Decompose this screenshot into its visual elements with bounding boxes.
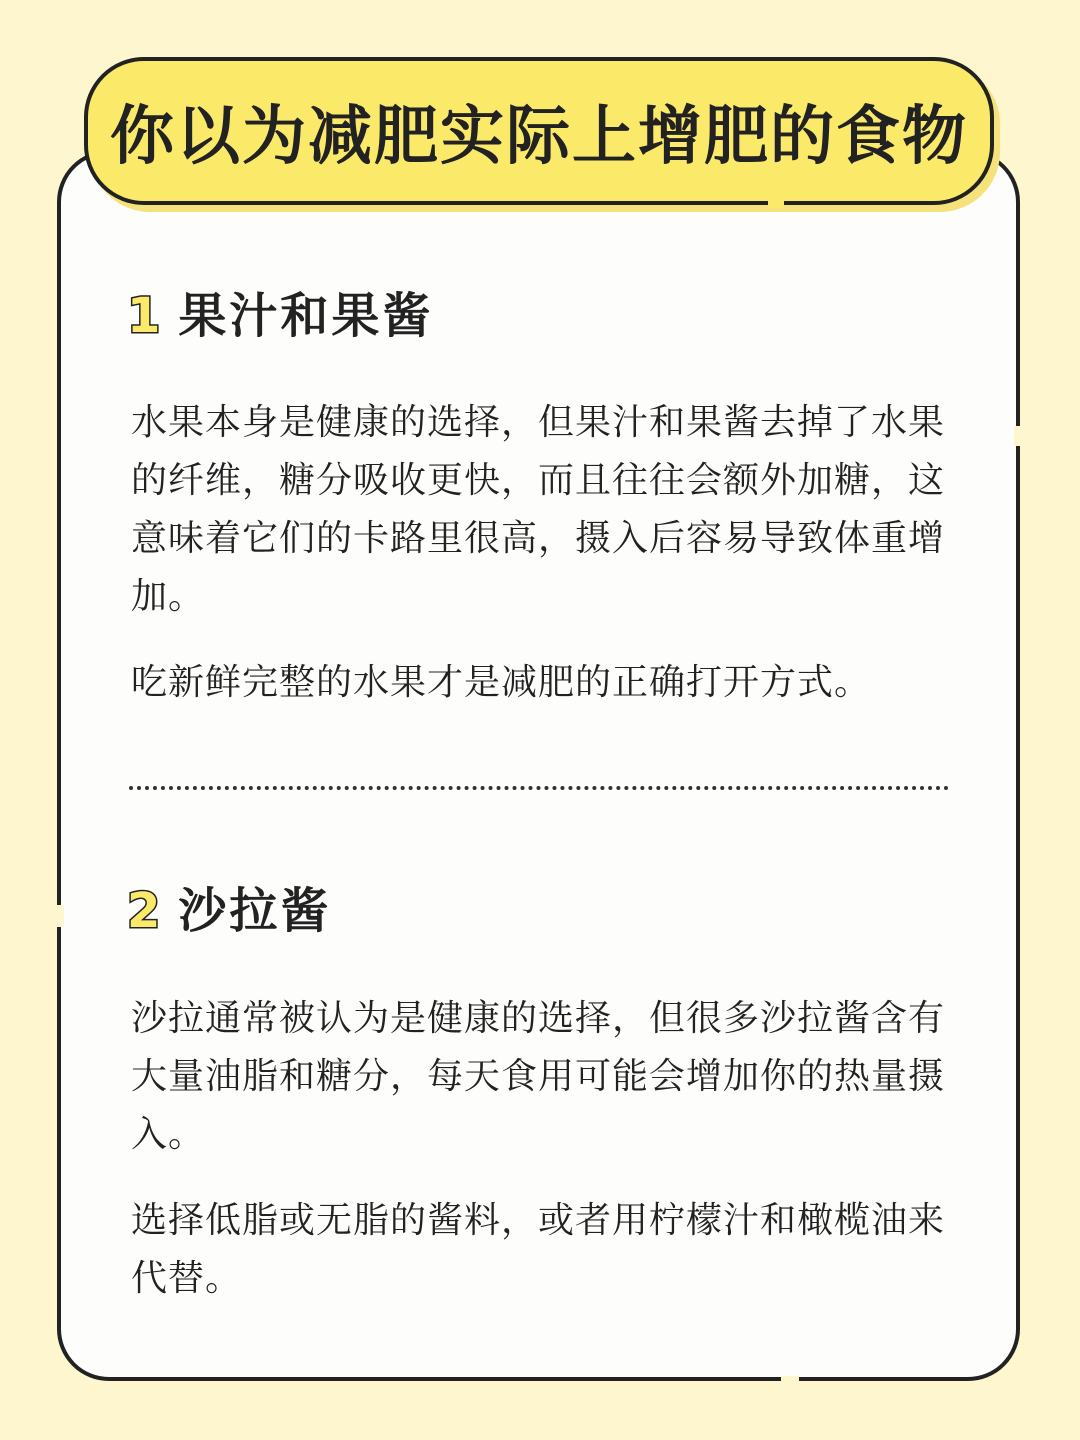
section-1-number: 1 — [127, 288, 161, 344]
section-1-paragraph-1: 水果本身是健康的选择，但果汁和果酱去掉了水果的纤维，糖分吸收更快，而且往往会额外加糖，这意味着它们的卡路里很高，摄入后容易导致体重增加。 — [131, 402, 946, 617]
section-2-number: 2 — [127, 883, 161, 939]
section-2-title: 沙拉酱 — [178, 883, 332, 939]
card-border-gap-right — [1014, 426, 1024, 446]
section-2-paragraph-2: 选择低脂或无脂的酱料，或者用柠檬汁和橄榄油来代替。 — [131, 1200, 946, 1299]
section-1-title: 果汁和果酱 — [178, 288, 434, 344]
card-border-gap-left — [54, 905, 64, 927]
title-banner — [84, 57, 994, 205]
section-1-heading — [127, 288, 434, 344]
section-2-paragraph-1: 沙拉通常被认为是健康的选择，但很多沙拉酱含有大量油脂和糖分，每天食用可能会增加你的热量摄入。 — [131, 998, 946, 1155]
title-border-gap — [768, 196, 784, 208]
section-divider — [129, 786, 949, 790]
section-1-paragraph-2: 吃新鲜完整的水果才是减肥的正确打开方式。 — [131, 662, 872, 703]
card-border-gap-bottom — [781, 1376, 799, 1386]
page-title: 你以为减肥实际上增肥的食物 — [110, 100, 968, 174]
section-2-heading — [127, 883, 332, 939]
